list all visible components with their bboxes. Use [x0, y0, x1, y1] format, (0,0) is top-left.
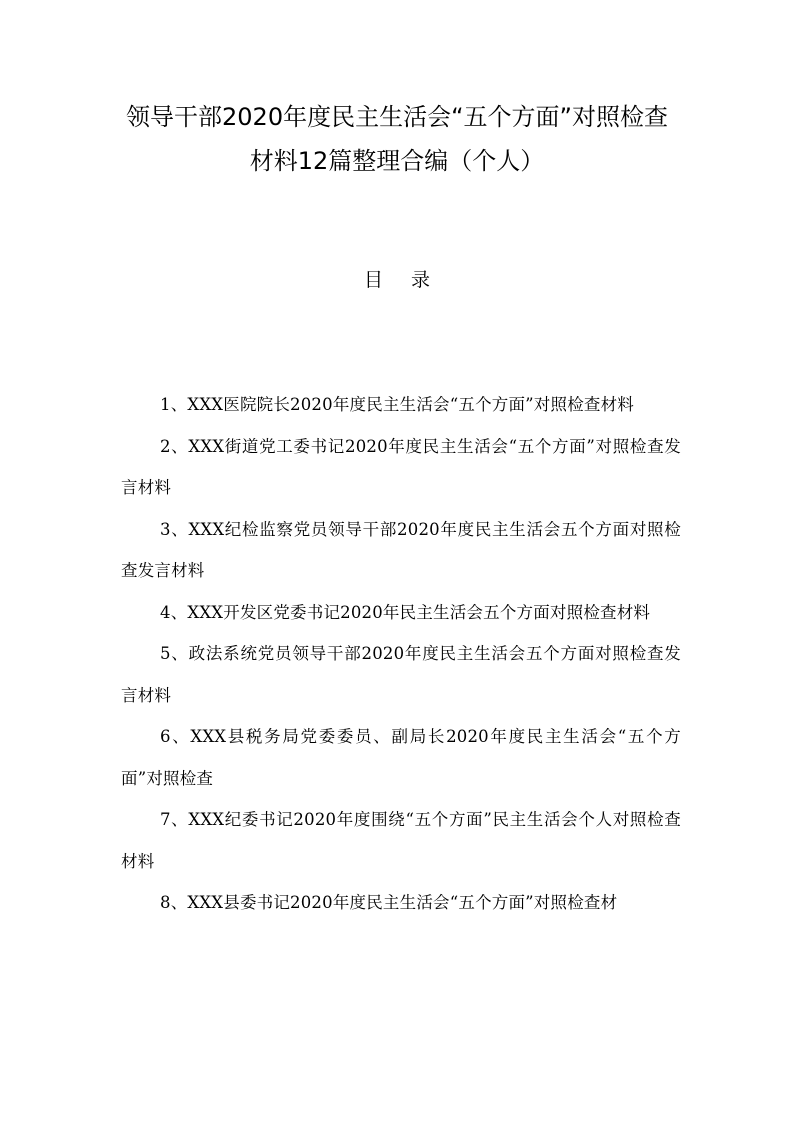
toc-heading-char-2: 录: [411, 269, 431, 291]
toc-item-8: 8、XXX县委书记2020年度民主生活会“五个方面”对照检查材: [160, 893, 618, 912]
document-title-line-1: 领导干部2020年度民主生活会“五个方面”对照检查: [126, 103, 668, 131]
toc-heading: [0, 266, 794, 294]
toc-item-1: 1、XXX医院院长2020年度民主生活会“五个方面”对照检查材料: [160, 395, 634, 414]
table-of-contents: [121, 384, 681, 924]
toc-item-6: 6、XXX县税务局党委委员、副局长2020年度民主生活会“五个方面”对照检查: [121, 727, 681, 788]
toc-item-7: 7、XXX纪委书记2020年度围绕“五个方面”民主生活会个人对照检查材料: [121, 810, 681, 871]
toc-heading-char-1: 目: [363, 269, 383, 291]
toc-item-3: 3、XXX纪检监察党员领导干部2020年度民主生活会五个方面对照检查发言材料: [121, 519, 681, 580]
toc-item-2: 2、XXX街道党工委书记2020年度民主生活会“五个方面”对照检查发言材料: [121, 436, 681, 497]
toc-item-5: 5、政法系统党员领导干部2020年度民主生活会五个方面对照检查发言材料: [121, 644, 681, 705]
toc-item-4: 4、XXX开发区党委书记2020年民主生活会五个方面对照检查材料: [160, 602, 651, 622]
document-title-line-2: 材料12篇整理合编（个人）: [249, 147, 545, 175]
